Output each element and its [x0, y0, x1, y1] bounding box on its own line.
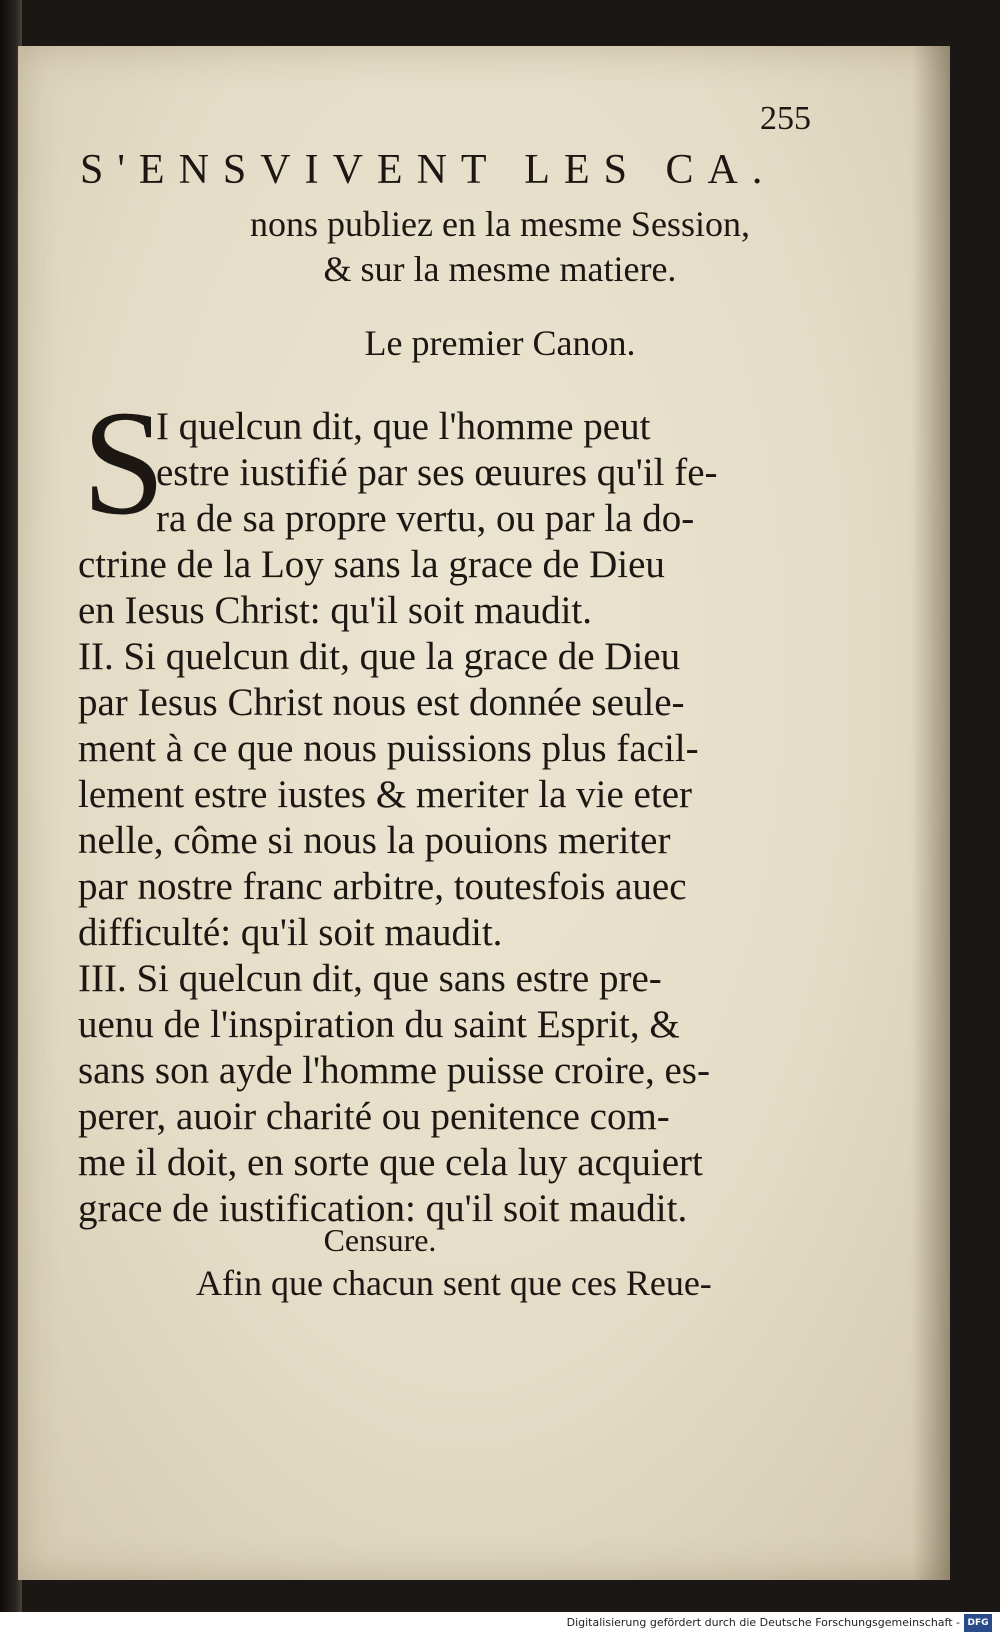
body-line: nelle, côme si nous la pouions meriter	[78, 819, 671, 862]
footer-credit: Digitalisierung gefördert durch die Deutsche Forschungsgemeinschaft -	[566, 1616, 960, 1629]
body-line: sans son ayde l'homme puisse croire, es-	[78, 1049, 710, 1092]
body-line: II. Si quelcun dit, que la grace de Dieu	[78, 635, 681, 678]
body-line: perer, auoir charité ou penitence com-	[78, 1095, 670, 1138]
page-number: 255	[760, 100, 811, 137]
body-line: estre iustifié par ses œuures qu'il fe-	[156, 451, 718, 494]
body-line: difficulté: qu'il soit maudit.	[78, 911, 503, 954]
body-line: lement estre iustes & meriter la vie eter	[78, 773, 693, 816]
body-line: en Iesus Christ: qu'il soit maudit.	[78, 589, 593, 632]
drop-cap: S	[82, 380, 166, 546]
canon-title: Le premier Canon.	[364, 323, 636, 363]
body-line: me il doit, en sorte que cela luy acquiert	[78, 1141, 703, 1184]
body-line: ctrine de la Loy sans la grace de Dieu	[78, 543, 665, 586]
body-line: grace de iustification: qu'il soit maudit.	[78, 1187, 688, 1230]
heading-line-3: & sur la mesme matiere.	[323, 249, 677, 289]
dfg-logo: DFG	[964, 1614, 992, 1632]
body-line: ment à ce que nous puissions plus facil-	[78, 727, 699, 770]
heading-line-2: nons publiez en la mesme Session,	[250, 204, 750, 244]
body-line: I quelcun dit, que l'homme peut	[156, 405, 651, 448]
body-line: par Iesus Christ nous est donnée seule-	[78, 681, 685, 724]
body-line: par nostre franc arbitre, toutesfois auec	[78, 865, 687, 908]
censure-title: Censure.	[323, 1222, 437, 1258]
body-line: III. Si quelcun dit, que sans estre pre-	[78, 957, 662, 1000]
heading-line-1: S'ENSVIVENT LES CA.	[80, 147, 777, 193]
body-line: ra de sa propre vertu, ou par la do-	[156, 497, 695, 540]
catchword-line: Afin que chacun sent que ces Reue-	[196, 1263, 712, 1303]
body-line: uenu de l'inspiration du saint Esprit, &	[78, 1003, 680, 1046]
